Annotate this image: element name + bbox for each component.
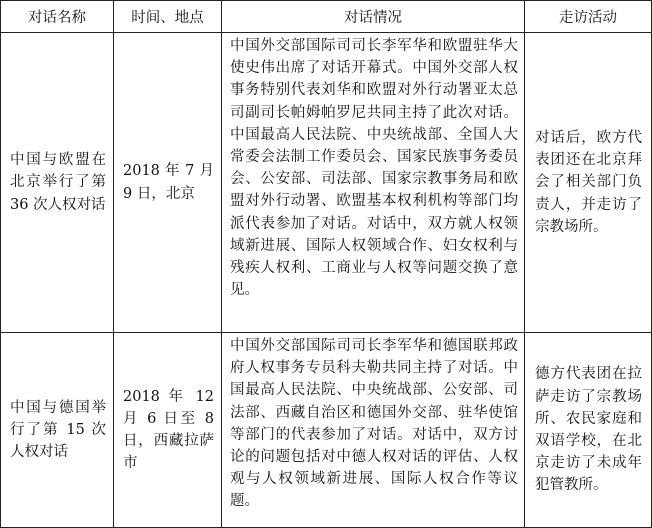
header-dialogue-name: 对话名称: [1, 1, 114, 33]
visit-activities-cell: 对话后，欧方代表团还在北京拜会了相关部门负责人，并走访了宗教场所。: [525, 33, 652, 333]
dialogue-name-cell: 中国与欧盟在北京举行了第 36 次人权对话: [1, 33, 114, 333]
header-row: [1, 1, 652, 33]
dialogue-situation-cell: 中国外交部国际司司长李军华和德国联邦政府人权事务专员科夫勒共同主持了对话。中国最高人民法院、中央统战部、公安部、司法部、西藏自治区和德国外交部、驻华使馆等部门的代表参加了对话。对话中，双方讨论的问题包括对中德人权对话的评估、人权观与人权领域新进展、国际人权合作等议题。: [222, 333, 525, 528]
header-visit-activities: 走访活动: [525, 1, 652, 33]
header-dialogue-situation: 对话情况: [222, 1, 525, 33]
table-row: [1, 33, 652, 333]
dialogue-situation-cell: 中国外交部国际司司长李军华和欧盟驻华大使史伟出席了对话开幕式。中国外交部人权事务特别代表刘华和欧盟对外行动署亚太总司副司长帕姆帕罗尼共同主持了此次对话。中国最高人民法院、中央统战部、全国人大常委会法制工作委员会、国家民族事务委员会、公安部、司法部、国家宗教事务局和欧盟对外行动署、欧盟基本权利机构等部门均派代表参加了对话。对话中，双方就人权领域新进展、国际人权领域合作、妇女权利与残疾人权利、工商业与人权等问题交换了意见。: [222, 33, 525, 333]
time-place-cell: 2018 年 12 月 6 日至 8 日，西藏拉萨市: [114, 333, 222, 528]
header-time-place: 时间、地点: [114, 1, 222, 33]
visit-activities-cell: 德方代表团在拉萨走访了宗教场所、农民家庭和双语学校，在北京走访了未成年犯管教所。: [525, 333, 652, 528]
dialogue-name-cell: 中国与德国举行了第 15 次人权对话: [1, 333, 114, 528]
time-place-cell: 2018 年 7 月 9 日，北京: [114, 33, 222, 333]
table-row: [1, 333, 652, 528]
